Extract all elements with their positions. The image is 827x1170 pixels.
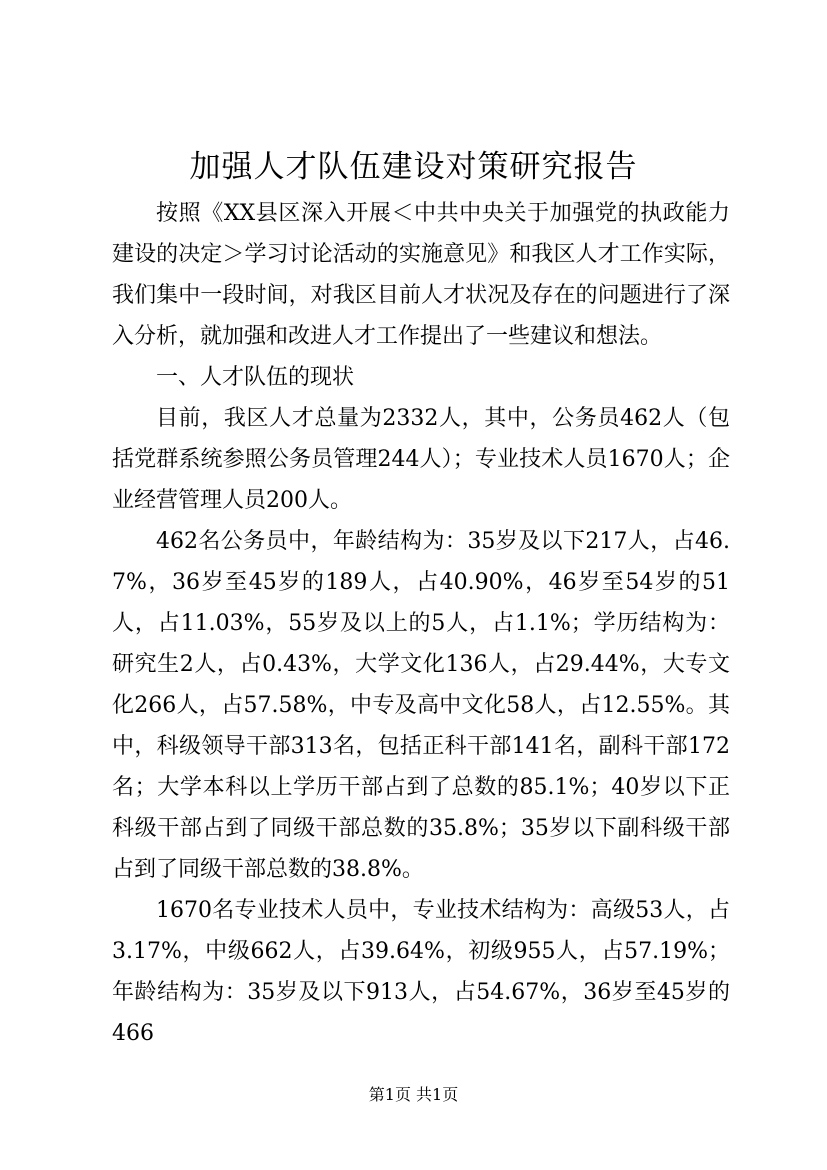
section-heading: 一、人才队伍的现状 xyxy=(156,365,355,390)
paragraph-talent-total: 目前，我区人才总量为2332人，其中，公务员462人（包括党群系统参照公务员管理244人）；专业技术人员1670人；企业经营管理人员200人。 xyxy=(112,406,730,513)
document-body xyxy=(112,193,730,1054)
page-footer: 第1页 共1页 xyxy=(368,1085,459,1104)
paragraph-civil-servants: 462名公务员中，年龄结构为：35岁及以下217人，占46.7%，36岁至45岁的189人，占40.90%，46岁至54岁的51人，占11.03%，55岁及以上的5人，占1.1%；学历结构为：研究生2人，占0.43%，大学文化136人，占29.44%，大专文化266人，占57.58%，中专及高中文化58人，占12.55%。其中，科级领导干部313名，包括正科干部141名，副科干部172名；大学本科以上学历干部占到了总数的85.1%；40岁以下正科级干部占到了同级干部总数的35.8%；35岁以下副科级干部占到了同级干部总数的38.8%。 xyxy=(112,529,730,882)
paragraph-technical-staff: 1670名专业技术人员中，专业技术结构为：高级53人，占3.17%，中级662人，占39.64%，初级955人，占57.19%；年龄结构为：35岁及以下913人，占54.67%，36岁至45岁的466 xyxy=(112,898,730,1046)
paragraph-intro: 按照《XX县区深入开展＜中共中央关于加强党的执政能力建设的决定＞学习讨论活动的实施意见》和我区人才工作实际，我们集中一段时间，对我区目前人才状况及存在的问题进行了深入分析，就加强和改进人才工作提出了一些建议和想法。 xyxy=(112,201,730,349)
document-title: 加强人才队伍建设对策研究报告 xyxy=(189,149,638,185)
